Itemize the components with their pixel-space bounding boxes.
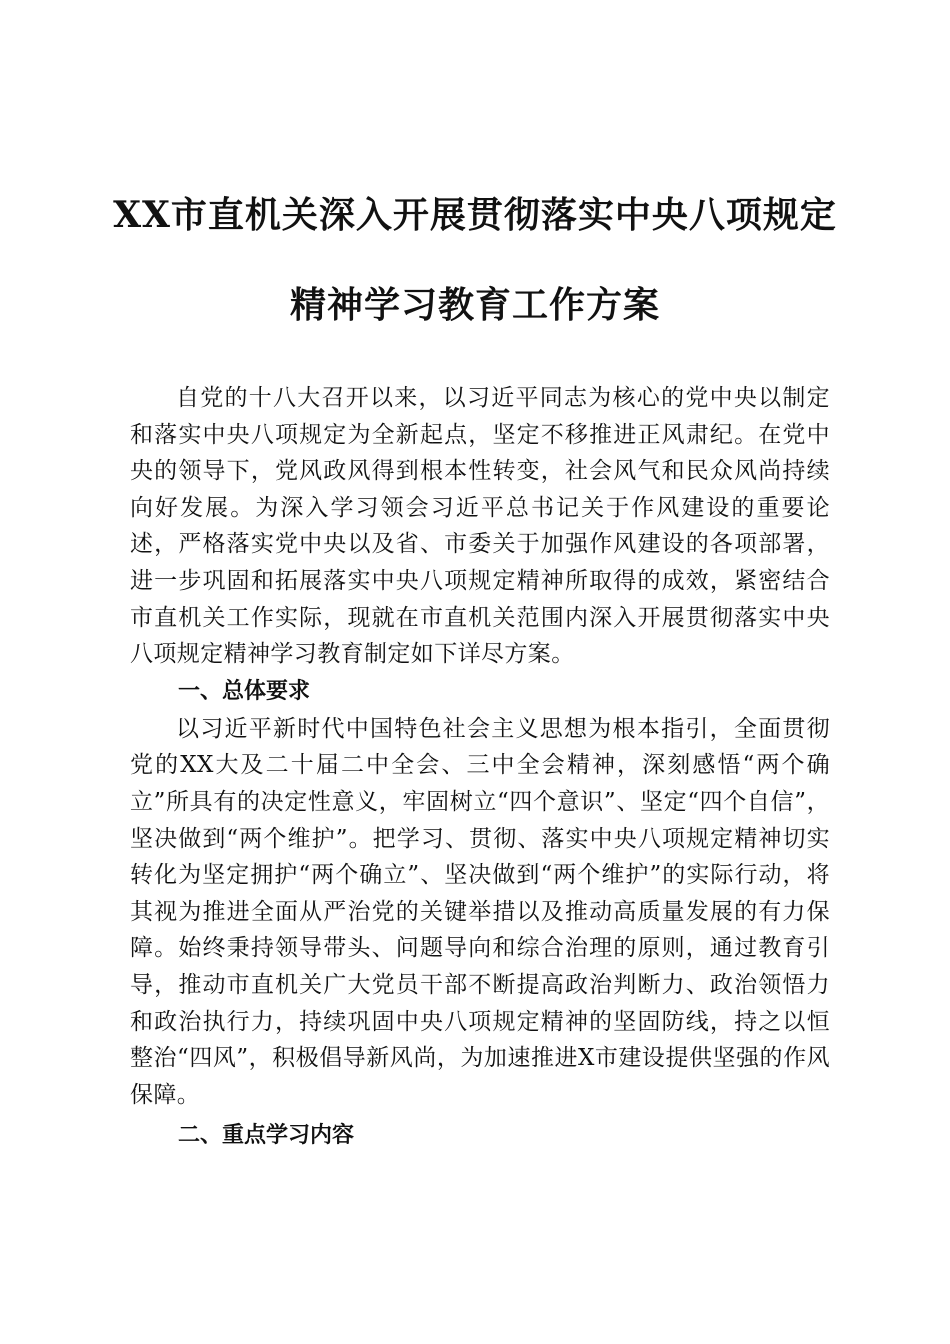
- title-line-1: XX市直机关深入开展贯彻落实中央八项规定: [113, 194, 837, 236]
- section-heading-2: 二、重点学习内容: [178, 1123, 355, 1149]
- intro-paragraph: 自党的十八大召开以来，以习近平同志为核心的党中央以制定和落实中央八项规定为全新起点，坚定不移推进正风肃纪。在党中央的领导下，党风政风得到根本性转变，社会风气和民众风尚持续向好发展。为深入学习领会习近平总书记关于作风建设的重要论述，严格落实党中央以及省、市委关于加强作风建设的各项部署，进一步巩固和拓展落实中央八项规定精神所取得的成效，紧密结合市直机关工作实际，现就在市直机关范围内深入开展贯彻落实中央八项规定精神学习教育制定如下详尽方案。: [130, 385, 830, 668]
- document-title: [100, 190, 850, 330]
- title-line-2: 精神学习教育工作方案: [289, 284, 660, 326]
- document-body: [130, 380, 830, 1155]
- section-1-paragraph: 以习近平新时代中国特色社会主义思想为根本指引，全面贯彻党的XX大及二十届二中全会、三中全会精神，深刻感悟“两个确立”所具有的决定性意义，牢固树立“四个意识”、坚定“四个自信”，坚决做到“两个维护”。把学习、贯彻、落实中央八项规定精神切实转化为坚定拥护“两个确立”、坚决做到“两个维护”的实际行动，将其视为推进全面从严治党的关键举措以及推动高质量发展的有力保障。始终秉持领导带头、问题导向和综合治理的原则，通过教育引导，推动市直机关广大党员干部不断提高政治判断力、政治领悟力和政治执行力，持续巩固中央八项规定精神的坚固防线，持之以恒整治“四风”，积极倡导新风尚，为加速推进X市建设提供坚强的作风保障。: [130, 715, 830, 1108]
- section-heading-1: 一、总体要求: [178, 678, 311, 704]
